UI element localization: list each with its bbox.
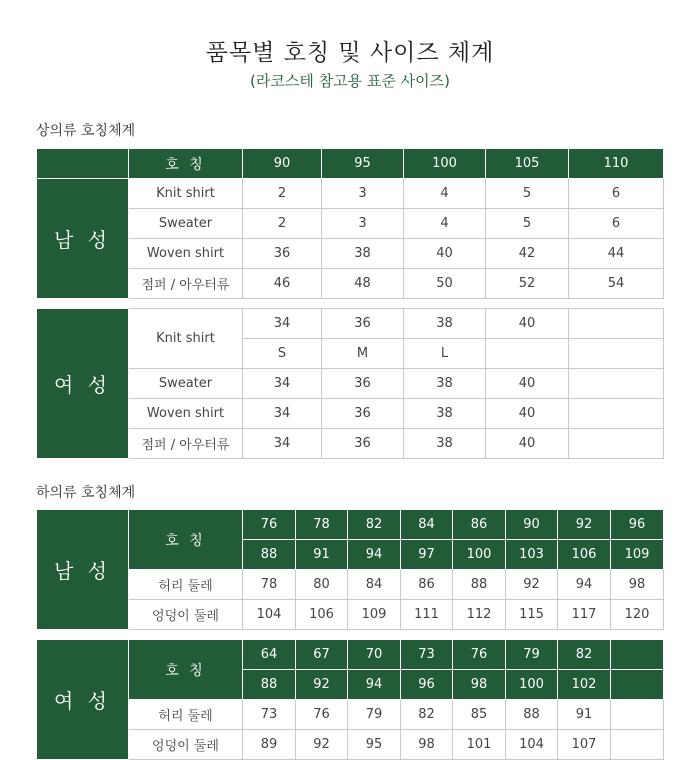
- size-header-cell: 103: [506, 540, 558, 570]
- table-cell: 36: [322, 369, 404, 399]
- table-cell: 4: [404, 209, 486, 239]
- size-header-cell: 78: [296, 510, 348, 540]
- table-cell: 98: [611, 570, 664, 600]
- table-row: [37, 179, 664, 209]
- table-cell: [569, 429, 664, 459]
- gender-label-men: 남 성: [37, 179, 129, 299]
- table-row: [37, 570, 664, 600]
- table-row: [37, 239, 664, 269]
- table-cell: 104: [506, 730, 558, 760]
- table-cell: 38: [404, 309, 486, 339]
- item-label: 허리 둘레: [129, 700, 243, 730]
- table-cell: 112: [453, 600, 506, 630]
- size-header-cell: 88: [243, 540, 296, 570]
- table-cell: 50: [404, 269, 486, 299]
- table-cell: 38: [404, 399, 486, 429]
- table-row: [37, 730, 664, 760]
- table-row: [37, 399, 664, 429]
- item-label: Sweater: [129, 209, 243, 239]
- table-cell: 5: [486, 209, 569, 239]
- table-cell: 6: [569, 179, 664, 209]
- table-cell: 78: [243, 570, 296, 600]
- table-cell: [569, 369, 664, 399]
- table-row: [37, 149, 664, 179]
- bottoms-section-heading: 하의류 호칭체계: [36, 485, 136, 501]
- table-cell: 106: [296, 600, 348, 630]
- size-header-cell: 95: [322, 149, 404, 179]
- size-header-cell: 102: [558, 670, 611, 700]
- size-header-cell: 96: [401, 670, 453, 700]
- size-header-cell: 82: [348, 510, 401, 540]
- size-designation-header: 호 칭: [129, 510, 243, 570]
- bottoms-women-table: [36, 639, 664, 760]
- table-cell: 92: [506, 570, 558, 600]
- table-cell: 85: [453, 700, 506, 730]
- item-label: Sweater: [129, 369, 243, 399]
- table-row: [37, 700, 664, 730]
- table-cell: 34: [243, 309, 322, 339]
- table-cell: 88: [506, 700, 558, 730]
- size-header-cell: 76: [453, 640, 506, 670]
- size-header-cell: 106: [558, 540, 611, 570]
- table-cell: 3: [322, 179, 404, 209]
- table-cell: 44: [569, 239, 664, 269]
- size-header-cell: 90: [506, 510, 558, 540]
- item-label: 점퍼 / 아우터류: [129, 269, 243, 299]
- table-cell: 36: [322, 399, 404, 429]
- size-header-cell: 70: [348, 640, 401, 670]
- page-subtitle: (라코스테 참고용 표준 사이즈): [250, 72, 450, 90]
- table-cell: [569, 399, 664, 429]
- tops-women-table: [36, 308, 664, 459]
- table-cell: 38: [322, 239, 404, 269]
- item-label: 엉덩이 둘레: [129, 730, 243, 760]
- table-cell: 79: [348, 700, 401, 730]
- table-cell: 34: [243, 399, 322, 429]
- table-cell: 115: [506, 600, 558, 630]
- size-header-cell: 98: [453, 670, 506, 700]
- table-cell: 88: [453, 570, 506, 600]
- size-header-cell: 96: [611, 510, 664, 540]
- size-header-cell: 100: [506, 670, 558, 700]
- table-cell: 111: [401, 600, 453, 630]
- size-designation-header: 호 칭: [129, 149, 243, 179]
- table-cell: 36: [322, 309, 404, 339]
- size-header-cell: 90: [243, 149, 322, 179]
- table-cell: 107: [558, 730, 611, 760]
- table-row: [37, 600, 664, 630]
- table-cell: 95: [348, 730, 401, 760]
- size-header-cell: [611, 640, 664, 670]
- size-header-cell: 86: [453, 510, 506, 540]
- size-header-cell: 76: [243, 510, 296, 540]
- size-header-cell: 88: [243, 670, 296, 700]
- size-header-cell: 110: [569, 149, 664, 179]
- table-cell: 104: [243, 600, 296, 630]
- table-cell: [569, 339, 664, 369]
- table-cell: 34: [243, 429, 322, 459]
- table-cell: [611, 730, 664, 760]
- table-cell: 46: [243, 269, 322, 299]
- table-cell: 109: [348, 600, 401, 630]
- table-row: [37, 640, 664, 670]
- item-label: Woven shirt: [129, 399, 243, 429]
- gender-label-women: 여 성: [37, 640, 129, 760]
- bottoms-men-table: [36, 509, 664, 630]
- size-header-cell: 97: [401, 540, 453, 570]
- table-cell: 54: [569, 269, 664, 299]
- table-cell: 120: [611, 600, 664, 630]
- gender-label-men: 남 성: [37, 510, 129, 630]
- table-row: [37, 429, 664, 459]
- size-header-cell: 67: [296, 640, 348, 670]
- table-cell: 101: [453, 730, 506, 760]
- page-title: 품목별 호칭 및 사이즈 체계: [205, 40, 495, 66]
- table-cell: 40: [486, 429, 569, 459]
- table-cell: 40: [486, 399, 569, 429]
- size-header-cell: 64: [243, 640, 296, 670]
- table-cell: 36: [322, 429, 404, 459]
- table-cell: 94: [558, 570, 611, 600]
- table-cell: 38: [404, 369, 486, 399]
- table-cell: 89: [243, 730, 296, 760]
- table-cell: 2: [243, 209, 322, 239]
- size-header-cell: 91: [296, 540, 348, 570]
- table-cell: 82: [401, 700, 453, 730]
- table-cell: L: [404, 339, 486, 369]
- size-header-cell: 92: [296, 670, 348, 700]
- size-header-cell: 100: [404, 149, 486, 179]
- size-header-cell: 94: [348, 540, 401, 570]
- table-cell: [569, 309, 664, 339]
- table-cell: 80: [296, 570, 348, 600]
- tops-section-heading: 상의류 호칭체계: [36, 123, 136, 139]
- table-cell: S: [243, 339, 322, 369]
- table-cell: 73: [243, 700, 296, 730]
- table-cell: [611, 700, 664, 730]
- table-cell: 84: [348, 570, 401, 600]
- table-cell: 4: [404, 179, 486, 209]
- table-cell: 40: [404, 239, 486, 269]
- table-cell: 5: [486, 179, 569, 209]
- table-cell: 34: [243, 369, 322, 399]
- size-header-cell: [611, 670, 664, 700]
- table-row: [37, 309, 664, 339]
- item-label: 허리 둘레: [129, 570, 243, 600]
- item-label: 엉덩이 둘레: [129, 600, 243, 630]
- table-cell: 42: [486, 239, 569, 269]
- size-header-cell: 100: [453, 540, 506, 570]
- size-header-cell: 82: [558, 640, 611, 670]
- table-cell: 86: [401, 570, 453, 600]
- table-cell: 6: [569, 209, 664, 239]
- item-label: Knit shirt: [129, 179, 243, 209]
- table-cell: 36: [243, 239, 322, 269]
- size-header-cell: 92: [558, 510, 611, 540]
- size-header-cell: 109: [611, 540, 664, 570]
- tops-men-table: [36, 148, 664, 299]
- item-label: Woven shirt: [129, 239, 243, 269]
- table-row: [37, 269, 664, 299]
- header-blank-cell: [37, 149, 129, 179]
- item-label: 점퍼 / 아우터류: [129, 429, 243, 459]
- table-cell: 92: [296, 730, 348, 760]
- size-header-cell: 94: [348, 670, 401, 700]
- table-row: [37, 369, 664, 399]
- table-cell: 40: [486, 369, 569, 399]
- table-cell: [486, 339, 569, 369]
- gender-label-women: 여 성: [37, 309, 129, 459]
- table-cell: 91: [558, 700, 611, 730]
- table-cell: 48: [322, 269, 404, 299]
- table-cell: 2: [243, 179, 322, 209]
- table-row: [37, 209, 664, 239]
- size-header-cell: 79: [506, 640, 558, 670]
- size-header-cell: 105: [486, 149, 569, 179]
- size-designation-header: 호 칭: [129, 640, 243, 700]
- table-cell: 40: [486, 309, 569, 339]
- size-header-cell: 84: [401, 510, 453, 540]
- item-label: Knit shirt: [129, 309, 243, 369]
- table-row: [37, 510, 664, 540]
- size-header-cell: 73: [401, 640, 453, 670]
- table-cell: 52: [486, 269, 569, 299]
- table-cell: 38: [404, 429, 486, 459]
- table-cell: M: [322, 339, 404, 369]
- table-cell: 76: [296, 700, 348, 730]
- table-cell: 3: [322, 209, 404, 239]
- table-cell: 98: [401, 730, 453, 760]
- table-cell: 117: [558, 600, 611, 630]
